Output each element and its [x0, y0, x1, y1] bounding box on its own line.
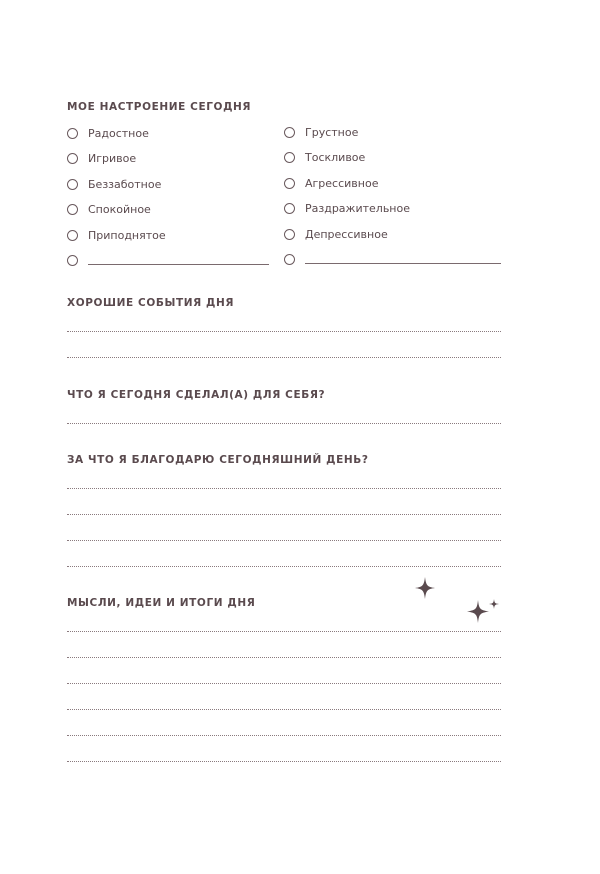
thoughts-heading: МЫСЛИ, ИДЕИ И ИТОГИ ДНЯ: [67, 597, 256, 609]
writing-line[interactable]: [67, 735, 501, 736]
writing-line[interactable]: [67, 488, 501, 489]
writing-line[interactable]: [67, 331, 501, 332]
radio-circle-icon[interactable]: [67, 204, 78, 215]
radio-circle-icon[interactable]: [284, 203, 295, 214]
writing-line[interactable]: [67, 631, 501, 632]
radio-circle-icon[interactable]: [67, 153, 78, 164]
mood-option-calm[interactable]: [67, 201, 151, 217]
radio-circle-icon[interactable]: [67, 230, 78, 241]
mood-option-custom-right[interactable]: [284, 251, 501, 267]
radio-circle-icon[interactable]: [284, 178, 295, 189]
mood-option-custom-left[interactable]: [67, 252, 269, 268]
mood-option-carefree[interactable]: [67, 176, 161, 192]
mood-option-aggressive[interactable]: [284, 175, 378, 191]
mood-option-label: Радостное: [88, 126, 149, 140]
mood-option-label: Раздражительное: [305, 201, 410, 215]
mood-option-label: Спокойное: [88, 202, 151, 216]
writing-line[interactable]: [67, 540, 501, 541]
custom-mood-blank[interactable]: [88, 264, 269, 265]
mood-option-sad[interactable]: [284, 124, 358, 140]
radio-circle-icon[interactable]: [284, 152, 295, 163]
radio-circle-icon[interactable]: [67, 255, 78, 266]
custom-mood-blank[interactable]: [305, 263, 501, 264]
mood-option-label: Приподнятое: [88, 228, 166, 242]
mood-heading: МОЕ НАСТРОЕНИЕ СЕГОДНЯ: [67, 101, 252, 113]
writing-line[interactable]: [67, 683, 501, 684]
writing-line[interactable]: [67, 423, 501, 424]
writing-line[interactable]: [67, 761, 501, 762]
mood-option-label: Тоскливое: [305, 150, 366, 164]
writing-line[interactable]: [67, 657, 501, 658]
mood-option-label: Игривое: [88, 151, 137, 165]
mood-option-label: Беззаботное: [88, 177, 162, 191]
good-events-heading: ХОРОШИЕ СОБЫТИЯ ДНЯ: [67, 297, 235, 309]
mood-option-label: Депрессивное: [305, 227, 388, 241]
mood-option-depressive[interactable]: [284, 226, 388, 242]
radio-circle-icon[interactable]: [67, 179, 78, 190]
mood-option-label: Грустное: [305, 125, 359, 139]
gratitude-heading: ЗА ЧТО Я БЛАГОДАРЮ СЕГОДНЯШНИЙ ДЕНЬ?: [67, 454, 369, 466]
radio-circle-icon[interactable]: [284, 254, 295, 265]
writing-line[interactable]: [67, 514, 501, 515]
for-myself-heading: ЧТО Я СЕГОДНЯ СДЕЛАЛ(А) ДЛЯ СЕБЯ?: [67, 389, 326, 401]
mood-option-joyful[interactable]: [67, 125, 149, 141]
writing-line[interactable]: [67, 357, 501, 358]
mood-option-melancholy[interactable]: [284, 149, 365, 165]
sparkle-icon: [467, 600, 489, 623]
mood-option-elevated[interactable]: [67, 227, 166, 243]
writing-line[interactable]: [67, 566, 501, 567]
mood-option-playful[interactable]: [67, 150, 136, 166]
writing-line[interactable]: [67, 709, 501, 710]
sparkle-icon: [415, 577, 435, 599]
radio-circle-icon[interactable]: [284, 229, 295, 240]
radio-circle-icon[interactable]: [284, 127, 295, 138]
mood-option-irritable[interactable]: [284, 200, 410, 216]
radio-circle-icon[interactable]: [67, 128, 78, 139]
mood-option-label: Агрессивное: [305, 176, 379, 190]
sparkle-icon: [489, 599, 499, 609]
